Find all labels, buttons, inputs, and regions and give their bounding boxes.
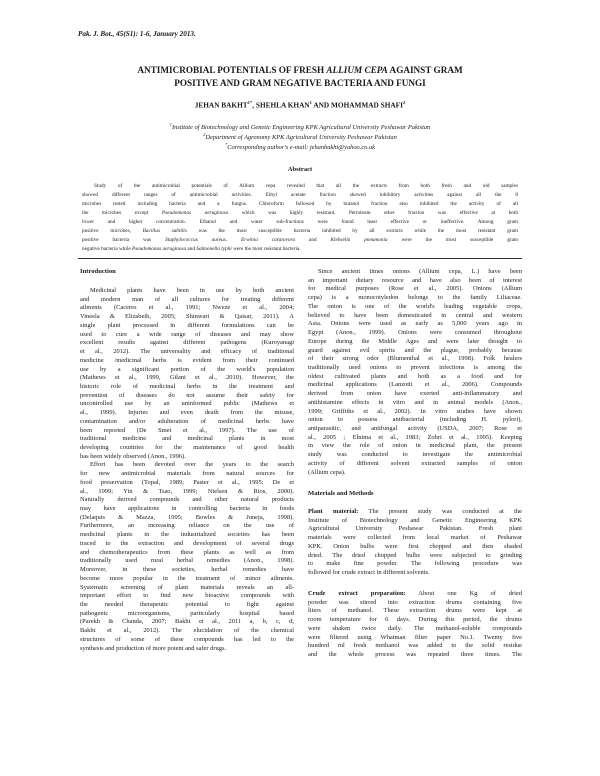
body-text-line: has been widely observed (Anon., 1996). bbox=[80, 452, 186, 460]
body-text-line: ailments (Caceres et al., 1991; Nweze et al., 2004; bbox=[80, 304, 294, 312]
body-text-line: Asia. Onions were used as early as 5,000 years ago in bbox=[308, 320, 522, 328]
abstract-heading: Abstract bbox=[287, 166, 313, 173]
body-text-line: contamination and/or adulteration of medicinal herbs have bbox=[80, 417, 294, 425]
body-text-line bbox=[308, 508, 522, 517]
materials-methods-heading: Materials and Methods bbox=[308, 490, 374, 497]
body-text-line: for new antimicrobial materials from natural sources for bbox=[80, 470, 294, 478]
body-text-line: become more popular in the treatment of minor ailments. bbox=[80, 574, 294, 582]
abstract-line: positive bacteria was Staphylococcus aureus. Erwinia caratovora and Klebsella pneumonia were the most susceptible gram bbox=[82, 237, 518, 243]
body-text-line: used to cure a wide range of diseases and may show bbox=[80, 330, 294, 338]
body-text-line: Bakht et al., 2012). The elucidation of the chemical bbox=[80, 627, 294, 635]
body-text-line: derived from onion have exerted anti-inflammatory and bbox=[308, 390, 522, 398]
body-text-line: room temperature for 6 days. During this period, the drums bbox=[308, 616, 522, 624]
abstract-line: positive microbes, Bacillus subtilis was the most susceptible bacteria inhibited by all extracts while the most resistant gram bbox=[82, 228, 518, 234]
body-text-line: been reported (De Smet et al., 1997). The use of bbox=[80, 426, 294, 434]
body-text-line: believed to have been domesticated in central and western bbox=[308, 311, 522, 319]
abstract-line: the microbes except Pseudomonas aeruginosa which was highly resistant. Petroleum ether fraction was effective at both bbox=[82, 210, 519, 216]
body-text-line: to make fine powder. The following procedure was bbox=[308, 560, 522, 568]
journal-header: Pak. J. Bot., 45(S1): 1-6, January 2013. bbox=[78, 30, 196, 38]
body-text-line: may have applications in controlling bacteria in foods bbox=[80, 505, 294, 512]
body-text-line: Since ancient times onions (Allium cepa, L.) have been bbox=[318, 268, 522, 275]
body-text-line: Naturally derived compounds and other natural products bbox=[80, 496, 294, 504]
body-text-fragment: About one Kg of dried bbox=[405, 590, 522, 597]
body-text-line: were filtered using Whatman filter paper No.1. Twenty five bbox=[308, 633, 522, 641]
body-text-line: developing countries for the maintenance of good health bbox=[80, 444, 294, 451]
body-text-line: an important dietary resource and have also been of interest bbox=[308, 276, 522, 284]
body-text-line: prevention of diseases do not assume their safety for bbox=[80, 391, 294, 399]
body-text-line: hundred ml fresh methanol was added to the solid residue bbox=[308, 642, 522, 650]
body-text-line: historic role of medicinal herbs in the treatment and bbox=[80, 382, 294, 390]
body-text-line: onion to possess antibacterial (including H. pylori), bbox=[308, 416, 522, 424]
body-text-line: al., 2005 ; Elnima et al., 1983; Zohri et al., 1995). Keeping bbox=[308, 433, 522, 441]
body-text-line: 1999; Griffiths et al., 2002). In vitro studies have shown bbox=[308, 407, 522, 415]
abstract-line: negative bacteria while Pseudomonas aeruginosa and Salmonella typhi were the most resistant bacteria. bbox=[82, 246, 301, 252]
plant-material-label: Plant material: bbox=[308, 508, 359, 515]
body-text-line: Furthermore, an increasing reliance on the use of bbox=[80, 522, 294, 530]
body-text-line: traditional medicine and medicinal plants in most bbox=[80, 435, 294, 443]
body-text-line: powder was stirred into extraction drums containing five bbox=[308, 598, 522, 606]
body-text-line: antihistamine effects in vitro and in animal models (Anon., bbox=[308, 398, 522, 406]
body-text-line: were shaken twice daily. The methanol-soluble compounds bbox=[308, 624, 522, 632]
body-text-line: The onion is one of the world's leading vegetable crops, bbox=[308, 302, 522, 310]
body-text-line: Egypt (Anon., 1999). Onions were consumed throughout bbox=[308, 329, 522, 336]
body-text-line: and the whole process was repeated three times. The bbox=[308, 651, 522, 658]
body-text-line: use by a significant portion of the world's population bbox=[80, 365, 294, 373]
body-text-line: medicinal plants in the industrialized societies has been bbox=[80, 531, 294, 539]
body-text-line: liters of methanol. These extraction drums were kept at bbox=[308, 607, 522, 615]
body-text-line: Agricultural University Peshawar Pakistan. Fresh plant bbox=[308, 525, 522, 533]
body-text-line: (Parekh & Chanda, 2007; Bakht et al., 2011 a, b, c, d; bbox=[80, 618, 294, 626]
body-text-line: structures of some of these compounds has led to the bbox=[80, 635, 294, 643]
body-text-line: (Delaquis & Mazza, 1995; Bowles & Juneja, 1998). bbox=[80, 513, 294, 521]
body-text-line: synthesis and production of more potent and safer drugs. bbox=[80, 644, 227, 652]
abstract-line: microbes tested including bacteria and a fungus. Chloroform followed by butanol fraction also inhibited the activity of all bbox=[82, 201, 518, 207]
body-text-line: (Mathews et al., 1999, Gilani et al., 2010). However, the bbox=[80, 374, 294, 382]
body-text-line: pathogenic microorganisms, particularly hospital based bbox=[80, 609, 294, 617]
crude-extract-label: Crude extract preparation: bbox=[308, 590, 406, 597]
body-text-line: oldest cultivated plants and both as a food and for bbox=[308, 372, 522, 380]
affiliation-1: $^1$Institute of Biotechnology and Genetic Engineering KPK Agricultural University Peshawar Pakistan bbox=[169, 122, 431, 132]
abstract-line: lower and higher concentration. Ethanol and water sub-fractions were found least effective or ineffective. Among gram bbox=[82, 219, 518, 225]
body-text-line: medicinal applications (Lanzotti et al., 2006). Compounds bbox=[308, 381, 522, 389]
abstract-line: Study of the antimicrobial potentials of Allium cepa revealed that all the extracts from both fresh and old samples bbox=[94, 183, 518, 189]
body-text-line: the needed therapeutic potential to fight against bbox=[80, 600, 294, 608]
body-text-line: traditionally used onions to prevent infections is among the bbox=[308, 363, 522, 371]
body-text-line: uncontrolled use by an uninformed public (Mathews et bbox=[80, 400, 294, 408]
body-text-line: Europe during the Middle Ages and were later thought to bbox=[308, 337, 522, 345]
body-text-line: cepa) is a monocotyledon belongs to the family Liliaceae. bbox=[308, 294, 522, 302]
paper-title-line-2: POSITIVE AND GRAM NEGATIVE BACTERIA AND FUNGI bbox=[174, 78, 426, 88]
body-text-line bbox=[308, 590, 522, 599]
body-text-line: dried. The dried chopped bulbs were subjected to grinding bbox=[308, 551, 522, 559]
body-text-fragment: The present study was conducted at the bbox=[358, 508, 522, 515]
body-text-line: activity of different solvent extracted samples of onion bbox=[308, 459, 522, 467]
body-text-line: medicine /medicinal herbs is evident from their continued bbox=[80, 356, 294, 364]
body-text-line: guard against evil spirits and the plague, probably because bbox=[308, 346, 522, 354]
body-text-line: Medicinal plants have been in use by both ancient bbox=[90, 287, 294, 294]
body-text-line: and chemotherapeutics from these plants as well as from bbox=[80, 548, 294, 556]
body-text-line: Vineela & Elizabeth, 2005; Shinwari & Qaisar, 2011). A bbox=[80, 313, 294, 321]
body-text-line: et al., 2012). The universality and efficacy of traditional bbox=[80, 348, 294, 355]
body-text-line: al., 1999). Injuries and even death from the misuse, bbox=[80, 409, 294, 417]
author-list: JEHAN $BAKHT^{1*}$, SHEHLA KHAN$^1$ AND MOHAMMAD SHAFI$^2$ bbox=[194, 100, 406, 110]
paper-title-line-1: ANTIMICROBIAL POTENTIALS OF FRESH ALLIUM CEPA AGAINST GRAM bbox=[137, 65, 463, 75]
body-text-line: for medical purposes (Rose et al., 2005). Onions (Allium bbox=[308, 285, 522, 293]
body-text-line: al., 1999; Yin & Tsao, 1999; Nielsen & Rios, 2000). bbox=[80, 487, 294, 495]
introduction-heading: Introduction bbox=[80, 268, 116, 275]
body-text-line: traditionally used rural herbal remedies (Anon., 1998). bbox=[80, 557, 294, 565]
body-text-line: materials were collected from local market of Peshawar bbox=[308, 534, 522, 542]
body-text-line: in view the role of onion in medicinal plant, the present bbox=[308, 442, 522, 450]
body-text-line: Effort has been devoted over the years to the search bbox=[90, 461, 294, 469]
body-text-line: (Allium cepa). bbox=[308, 468, 346, 476]
abstract-line: showed different ranges of antimicrobial activities. Ethyl acetate fraction showed inhibitory activities against all the 8 bbox=[82, 192, 518, 198]
body-text-line: followed for crude extract in different solvents. bbox=[308, 569, 430, 576]
body-text-line: important effort to find new bioactive compounds with bbox=[80, 592, 294, 600]
body-text-line: excellent results against different pathogens (Kuroyanagi bbox=[80, 339, 294, 347]
body-text-line: and modern man of all cultures for treating different bbox=[80, 295, 294, 303]
body-text-line: food preservation (Topal, 1989; Paster et al., 1995; De et bbox=[80, 478, 294, 486]
body-text-line: Institute of Biotechnology and Genetic Engineering KPK bbox=[308, 516, 522, 524]
body-text-line: antiparasitic, and antifungal activity (USDA, 2007; Rose et bbox=[308, 425, 522, 432]
body-text-line: of their strong odor (Blumenthal et al., 1998). Folk healers bbox=[308, 355, 522, 363]
corresponding-author: *Corresponding author's e-mail: jehanbakht@yahoo.co.uk bbox=[225, 142, 375, 152]
body-text-line: single plant processed in different formulations can be bbox=[80, 321, 294, 329]
body-text-line: Moreover, in these societies, herbal remedies have bbox=[80, 566, 294, 573]
section-divider bbox=[78, 258, 522, 259]
body-text-line: traced to the extraction and development of several drugs bbox=[80, 539, 294, 547]
body-text-line: Systematic screening of plant materials reveals an all- bbox=[80, 583, 294, 591]
body-text-line: KPK. Onion bulbs were first chopped and then shaded bbox=[308, 542, 522, 550]
affiliation-2: $^2$Department of Agronomy KPK Agricultural University Peshawar Pakistan bbox=[203, 132, 397, 142]
body-text-line: study was conducted to investigate the antimicrobial bbox=[308, 451, 522, 459]
